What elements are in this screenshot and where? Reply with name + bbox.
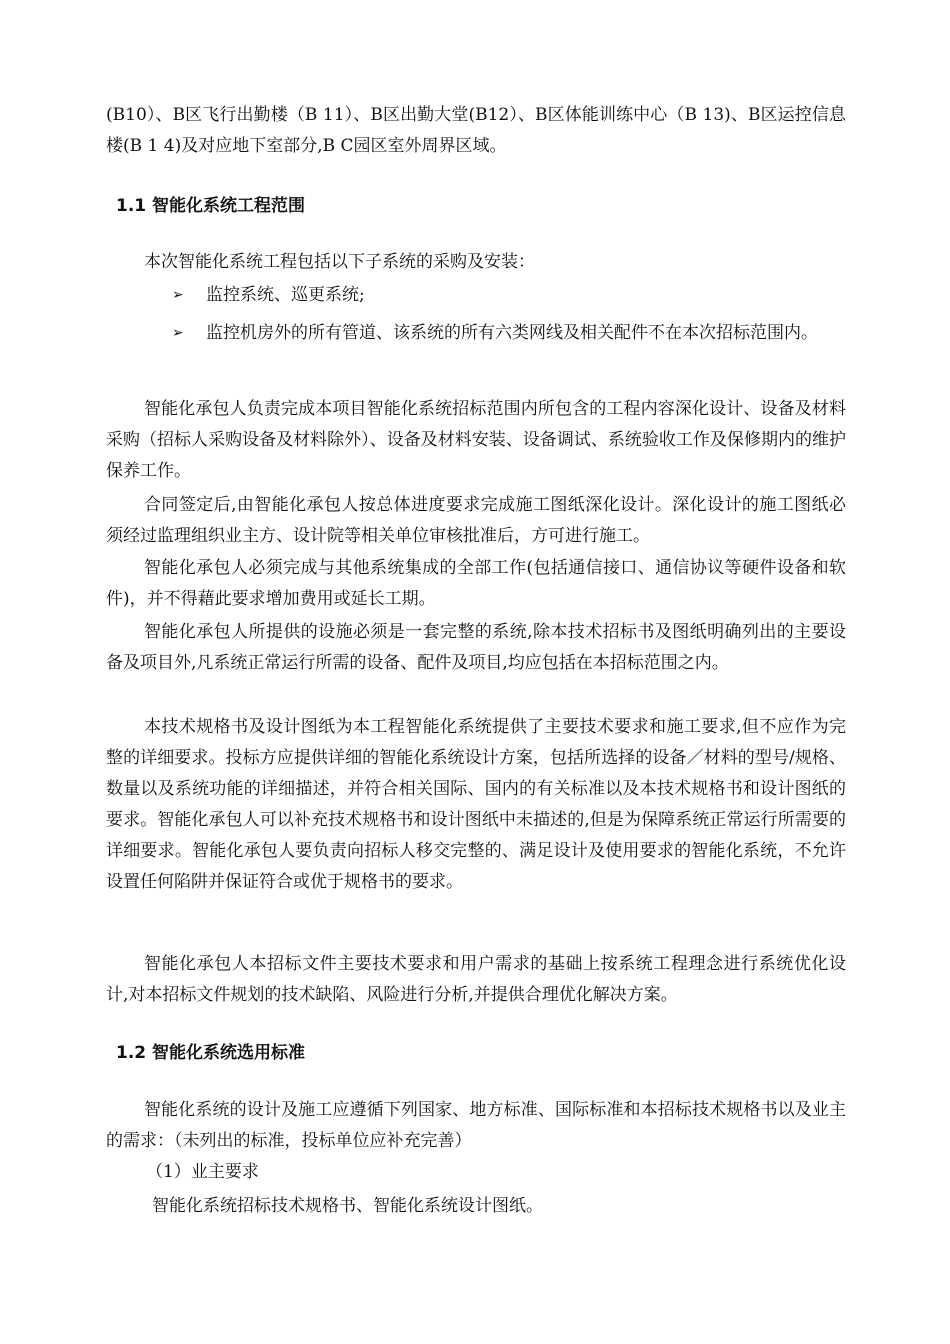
- numbered-item-1-text: 智能化系统招标技术规格书、智能化系统设计图纸。: [152, 1196, 543, 1216]
- section-1-1-lead: 本次智能化系统工程包括以下子系统的采购及安装：: [144, 252, 535, 272]
- numbered-item-1: （1）业主要求: [146, 1162, 259, 1182]
- bullet-arrow-icon: ➢: [172, 325, 184, 341]
- scope-paragraph-3: 智能化承包人必须完成与其他系统集成的全部工作(包括通信接口、通信协议等硬件设备和软件)，并不得藉此要求增加费用或延长工期。: [106, 558, 846, 609]
- scope-paragraph-1: 智能化承包人负责完成本项目智能化系统招标范围内所包含的工程内容深化设计、设备及材料采购（招标人采购设备及材料除外）、设备及材料安装、设备调试、系统验收工作及保修期内的维护保养工作。: [106, 399, 846, 481]
- bullet-item-2: 监控机房外的所有管道、该系统的所有六类网线及相关配件不在本次招标范围内。: [206, 323, 818, 343]
- scope-paragraph-6: 智能化承包人本招标文件主要技术要求和用户需求的基础上按系统工程理念进行系统优化设计,对本招标文件规划的技术缺陷、风险进行分析,并提供合理优化解决方案。: [106, 954, 846, 1005]
- scope-paragraph-4: 智能化承包人所提供的设施必须是一套完整的系统,除本技术招标书及图纸明确列出的主要设备及项目外,凡系统正常运行所需的设备、配件及项目,均应包括在本招标范围之内。: [106, 622, 846, 673]
- section-1-2-lead: 智能化系统的设计及施工应遵循下列国家、地方标准、国际标准和本招标技术规格书以及业主的需求：（未列出的标准，投标单位应补充完善）: [106, 1100, 846, 1151]
- bullet-item-1: 监控系统、巡更系统;: [206, 285, 365, 305]
- intro-paragraph: (B10）、B区飞行出勤楼（B 11）、B区出勤大堂(B12）、B区体能训练中心（B 13)、B区运控信息楼(B 1 4)及对应地下室部分,B C园区室外周界区域。: [106, 105, 846, 156]
- section-1-1-heading: 1.1 智能化系统工程范围: [116, 196, 306, 216]
- section-1-2-heading: 1.2 智能化系统选用标准: [116, 1043, 306, 1063]
- bullet-arrow-icon: ➢: [172, 287, 184, 303]
- scope-paragraph-2: 合同签定后,由智能化承包人按总体进度要求完成施工图纸深化设计。深化设计的施工图纸必须经过监理组织业主方、设计院等相关单位审核批准后，方可进行施工。: [106, 495, 846, 546]
- scope-paragraph-5: 本技术规格书及设计图纸为本工程智能化系统提供了主要技术要求和施工要求,但不应作为完整的详细要求。投标方应提供详细的智能化系统设计方案，包括所选择的设备／材料的型号/规格、数量以及系统功能的详细描述，并符合相关国际、国内的有关标准以及本技术规格书和设计图纸的要求。智能化承包人可以补充技术规格书和设计图纸中未描述的,但是为保障系统正常运行所需要的详细要求。智能化承包人要负责向招标人移交完整的、满足设计及使用要求的智能化系统，不允许设置任何陷阱并保证符合或优于规格书的要求。: [106, 717, 846, 892]
